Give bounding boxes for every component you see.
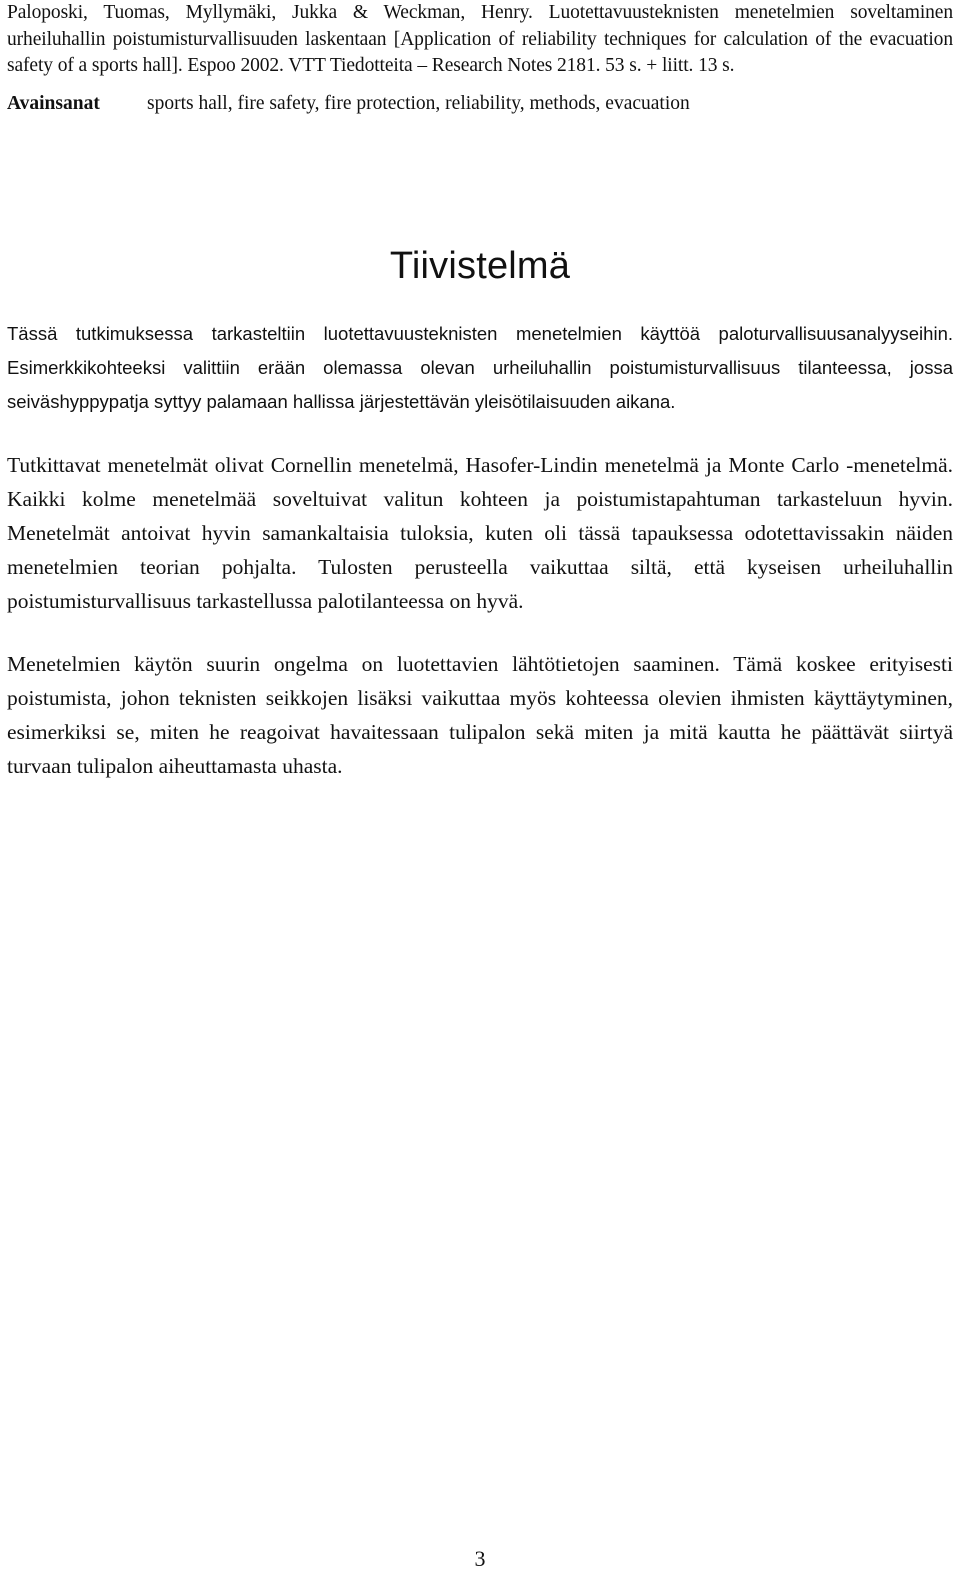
page-number: 3: [474, 1546, 486, 1571]
bibliographic-citation: Paloposki, Tuomas, Myllymäki, Jukka & Weckman, Henry. Luotettavuusteknisten menetelmien soveltaminen urheiluhallin poistumisturvallisuuden laskentaan [Application of reliability techniques for calculation of the evacuation safety of a sports hall]. Espoo 2002. VTT Tiedotteita – Research Notes 2181. 53 s. + liitt. 13 s.: [7, 2, 953, 76]
abstract-paragraph-1: Tässä tutkimuksessa tarkasteltiin luotettavuusteknisten menetelmien käyttöä paloturvallisuusanalyyseihin. Esimerkkikohteeksi valittiin erään olemassa olevan urheiluhallin poistumisturvallisuus tilanteessa, jossa seiväshyppypatja syttyy palamaan hallissa järjestettävän yleisötilaisuuden aikana.: [7, 323, 953, 412]
keywords-row: [7, 91, 953, 117]
abstract-paragraph-3: Menetelmien käytön suurin ongelma on luotettavien lähtötietojen saaminen. Tämä koskee erityisesti poistumista, johon teknisten seikkojen lisäksi vaikuttaa myös kohteessa olevien ihmisten käyttäytyminen, esimerkiksi se, miten he reagoivat havaitessaan tulipalon sekä miten ja mitä kautta he päättävät siirtyä turvaan tulipalon aiheuttamasta uhasta.: [7, 652, 953, 778]
keywords-value: sports hall, fire safety, fire protection, reliability, methods, evacuation: [147, 93, 690, 114]
abstract-title: Tiivistelmä: [389, 245, 571, 287]
abstract-paragraph-2: Tutkittavat menetelmät olivat Cornellin menetelmä, Hasofer-Lindin menetelmä ja Monte Carlo -menetelmä. Kaikki kolme menetelmää soveltuivat valitun kohteen ja poistumistapahtuman tarkasteluun hyvin. Menetelmät antoivat hyvin samankaltaisia tuloksia, kuten oli tässä tapauksessa odotettavissakin näiden menetelmien teorian pohjalta. Tulosten perusteella vaikuttaa siltä, että kyseisen urheiluhallin poistumisturvallisuus tarkastellussa palotilanteessa on hyvä.: [7, 453, 953, 613]
keywords-label: Avainsanat: [7, 93, 100, 114]
abstract-body: [7, 317, 953, 812]
